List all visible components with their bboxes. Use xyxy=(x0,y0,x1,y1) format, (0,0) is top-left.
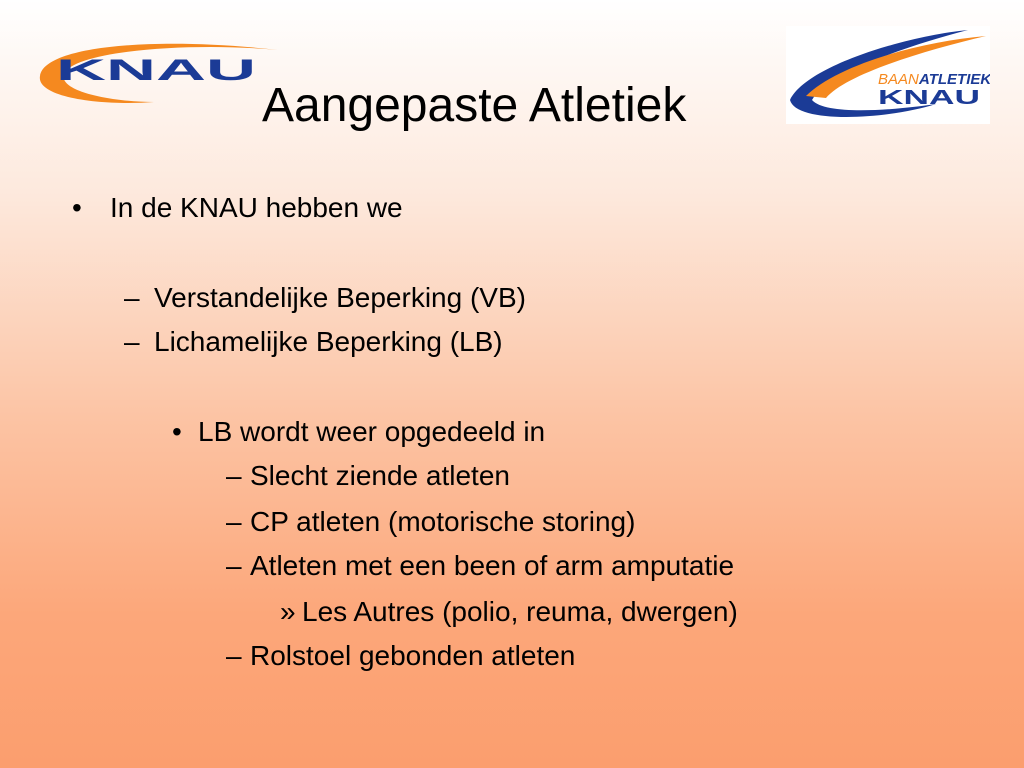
bullet-marker: – xyxy=(124,282,140,313)
sub-sub-bullet-item xyxy=(280,596,738,628)
bullet-item xyxy=(72,192,403,224)
logo-baan-text: BAAN xyxy=(878,71,919,88)
slide-title: Aangepaste Atletiek xyxy=(262,79,687,132)
bullet-marker: – xyxy=(226,550,242,581)
bullet-marker: – xyxy=(124,326,140,357)
bullet-marker: – xyxy=(226,640,242,671)
sub-bullet-item xyxy=(124,326,503,358)
bullet-marker: – xyxy=(226,460,242,491)
sub-bullet-item xyxy=(226,460,510,492)
sub-bullet-item xyxy=(226,506,635,538)
sub-bullet-item xyxy=(124,282,526,314)
baan-atletiek-knau-logo xyxy=(786,26,990,124)
bullet-text: Verstandelijke Beperking (VB) xyxy=(154,282,526,313)
bullet-text: CP atleten (motorische storing) xyxy=(250,506,636,537)
logo-knau-text: KNAU xyxy=(878,87,980,109)
bullet-text: Lichamelijke Beperking (LB) xyxy=(154,326,503,357)
bullet-marker: • xyxy=(72,192,82,223)
bullet-item xyxy=(172,416,545,448)
bullet-text: Rolstoel gebonden atleten xyxy=(250,640,576,671)
knau-logo-text: KNAU xyxy=(56,54,256,87)
bullet-marker: » xyxy=(280,596,296,627)
bullet-text: In de KNAU hebben we xyxy=(110,192,403,223)
bullet-marker: • xyxy=(172,416,182,447)
bullet-text: Slecht ziende atleten xyxy=(250,460,510,491)
bullet-text: Les Autres (polio, reuma, dwergen) xyxy=(302,596,738,627)
logo-atletiek-text: ATLETIEK xyxy=(919,71,990,88)
knau-logo xyxy=(34,36,282,106)
sub-bullet-item xyxy=(226,640,575,672)
bullet-marker: – xyxy=(226,506,242,537)
sub-bullet-item xyxy=(226,550,734,582)
bullet-text: Atleten met een been of arm amputatie xyxy=(250,550,735,581)
bullet-text: LB wordt weer opgedeeld in xyxy=(198,416,546,447)
